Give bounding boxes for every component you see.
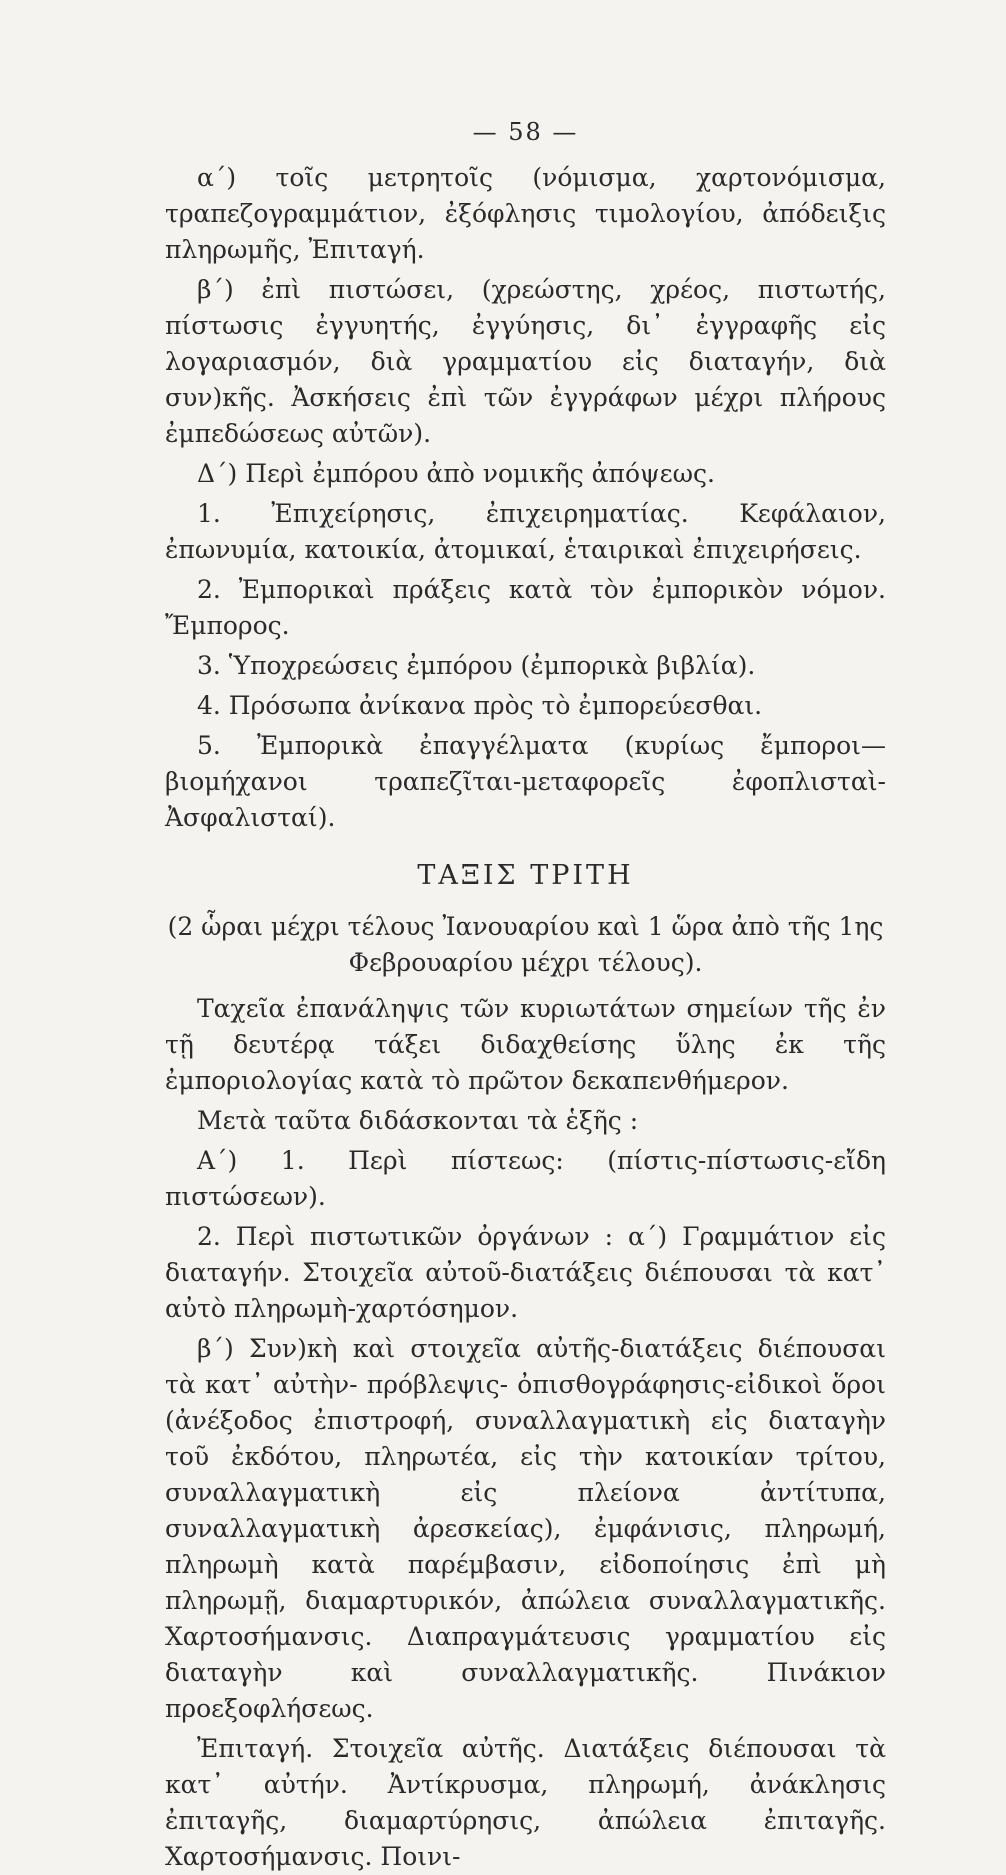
paragraph-b-credit: β΄) ἐπὶ πιστώσει, (χρεώστης, χρέος, πιστωτής, πίστωσις ἐγγυητής, ἐγγύησις, δι᾽ ἐγγραφῆς εἰς λογαριασμόν, διὰ γραμματίου εἰς διαταγήν, διὰ συν)κῆς. Ἀσκήσεις ἐπὶ τῶν ἐγγράφων μέχρι πλήρους ἐμπεδώσεως αὐτῶν).	[165, 275, 886, 448]
paragraph-credit-instruments: 2. Περὶ πιστωτικῶν ὀργάνων : α΄) Γραμμάτιον εἰς διαταγήν. Στοιχεῖα αὐτοῦ-διατάξεις διέπουσαι τὰ κατ᾽ αὐτὸ πληρωμὴ-χαρτόσημον.	[165, 1222, 886, 1323]
list-item-5: 5. Ἐμπορικὰ ἐπαγγέλματα (κυρίως ἔμποροι—βιομήχανοι τραπεζῖται-μεταφορεῖς ἐφοπλισταὶ-Ἀσφαλισταί).	[165, 731, 886, 832]
paragraph-review: Ταχεῖα ἐπανάληψις τῶν κυριωτάτων σημείων τῆς ἐν τῇ δευτέρᾳ τάξει διδαχθείσης ὕλης ἐκ τῆς ἐμποριολογίας κατὰ τὸ πρῶτον δεκαπενθήμερον.	[165, 994, 886, 1095]
top-section	[165, 160, 886, 836]
paragraph-credit: Α΄) 1. Περὶ πίστεως: (πίστις-πίστωσις-εἴδη πιστώσεων).	[165, 1146, 886, 1211]
paragraph-bill-of-exchange: β΄) Συν)κὴ καὶ στοιχεῖα αὐτῆς-διατάξεις διέπουσαι τὰ κατ᾽ αὐτὴν- πρόβλεψις- ὀπισθογράφησις-εἰδικοὶ ὅροι (ἀνέξοδος ἐπιστροφή, συναλλαγματικὴ εἰς διαταγὴν τοῦ ἐκδότου, πληρωτέα, εἰς τὴν κατοικίαν τρίτου, συναλλαγματικὴ εἰς πλείονα ἀντίτυπα, συναλλαγματικὴ ἀρεσκείας), ἐμφάνισις, πληρωμή, πληρωμὴ κατὰ παρέμβασιν, εἰδοποίησις ἐπὶ μὴ πληρωμῇ, διαμαρτυρικόν, ἀπώλεια συναλλαγματικῆς. Χαρτοσήμανσις. Διαπραγμάτευσις γραμματίου εἰς διαταγὴν καὶ συναλλαγματικῆς. Πινάκιον προεξοφλήσεως.	[165, 1334, 886, 1723]
list-item-2: 2. Ἐμπορικαὶ πράξεις κατὰ τὸν ἐμπορικὸν νόμον. Ἔμπορος.	[165, 575, 886, 640]
paragraph-cheque: Ἐπιταγή. Στοιχεῖα αὐτῆς. Διατάξεις διέπουσαι τὰ κατ᾽ αὐτήν. Ἀντίκρυσμα, πληρωμή, ἀνάκλησις ἐπιταγῆς, διαμαρτύρησις, ἀπώλεια ἐπιταγῆς. Χαρτοσήμανσις. Ποινι-	[165, 1734, 886, 1871]
paragraph-a-cash: α΄) τοῖς μετρητοῖς (νόμισμα, χαρτονόμισμα, τραπεζογραμμάτιον, ἐξόφλησις τιμολογίου, ἀπόδειξις πληρωμῆς, Ἐπιταγή.	[165, 163, 886, 264]
paragraph-then-taught: Μετὰ ταῦτα διδάσκονται τὰ ἑξῆς :	[197, 1106, 639, 1135]
heading-merchant-legal: Δ΄) Περὶ ἐμπόρου ἀπὸ νομικῆς ἀπόψεως.	[197, 459, 715, 488]
list-item-1: 1. Ἐπιχείρησις, ἐπιχειρηματίας. Κεφάλαιον, ἐπωνυμία, κατοικία, ἀτομικαί, ἑταιρικαὶ ἐπιχειρήσεις.	[165, 499, 886, 564]
section-subtitle: (2 ὧραι μέχρι τέλους Ἰανουαρίου καὶ 1 ὥρα ἀπὸ τῆς 1ης Φεβρουαρίου μέχρι τέλους).	[167, 912, 884, 977]
page-number: — 58 —	[472, 118, 579, 146]
section-title: ΤΑΞΙΣ ΤΡΙΤΗ	[417, 860, 634, 891]
list-item-4: 4. Πρόσωπα ἀνίκανα πρὸς τὸ ἐμπορεύεσθαι.	[197, 691, 763, 720]
bottom-section	[165, 991, 886, 1875]
list-item-3: 3. Ὑποχρεώσεις ἐμπόρου (ἐμπορικὰ βιβλία).	[197, 651, 756, 680]
